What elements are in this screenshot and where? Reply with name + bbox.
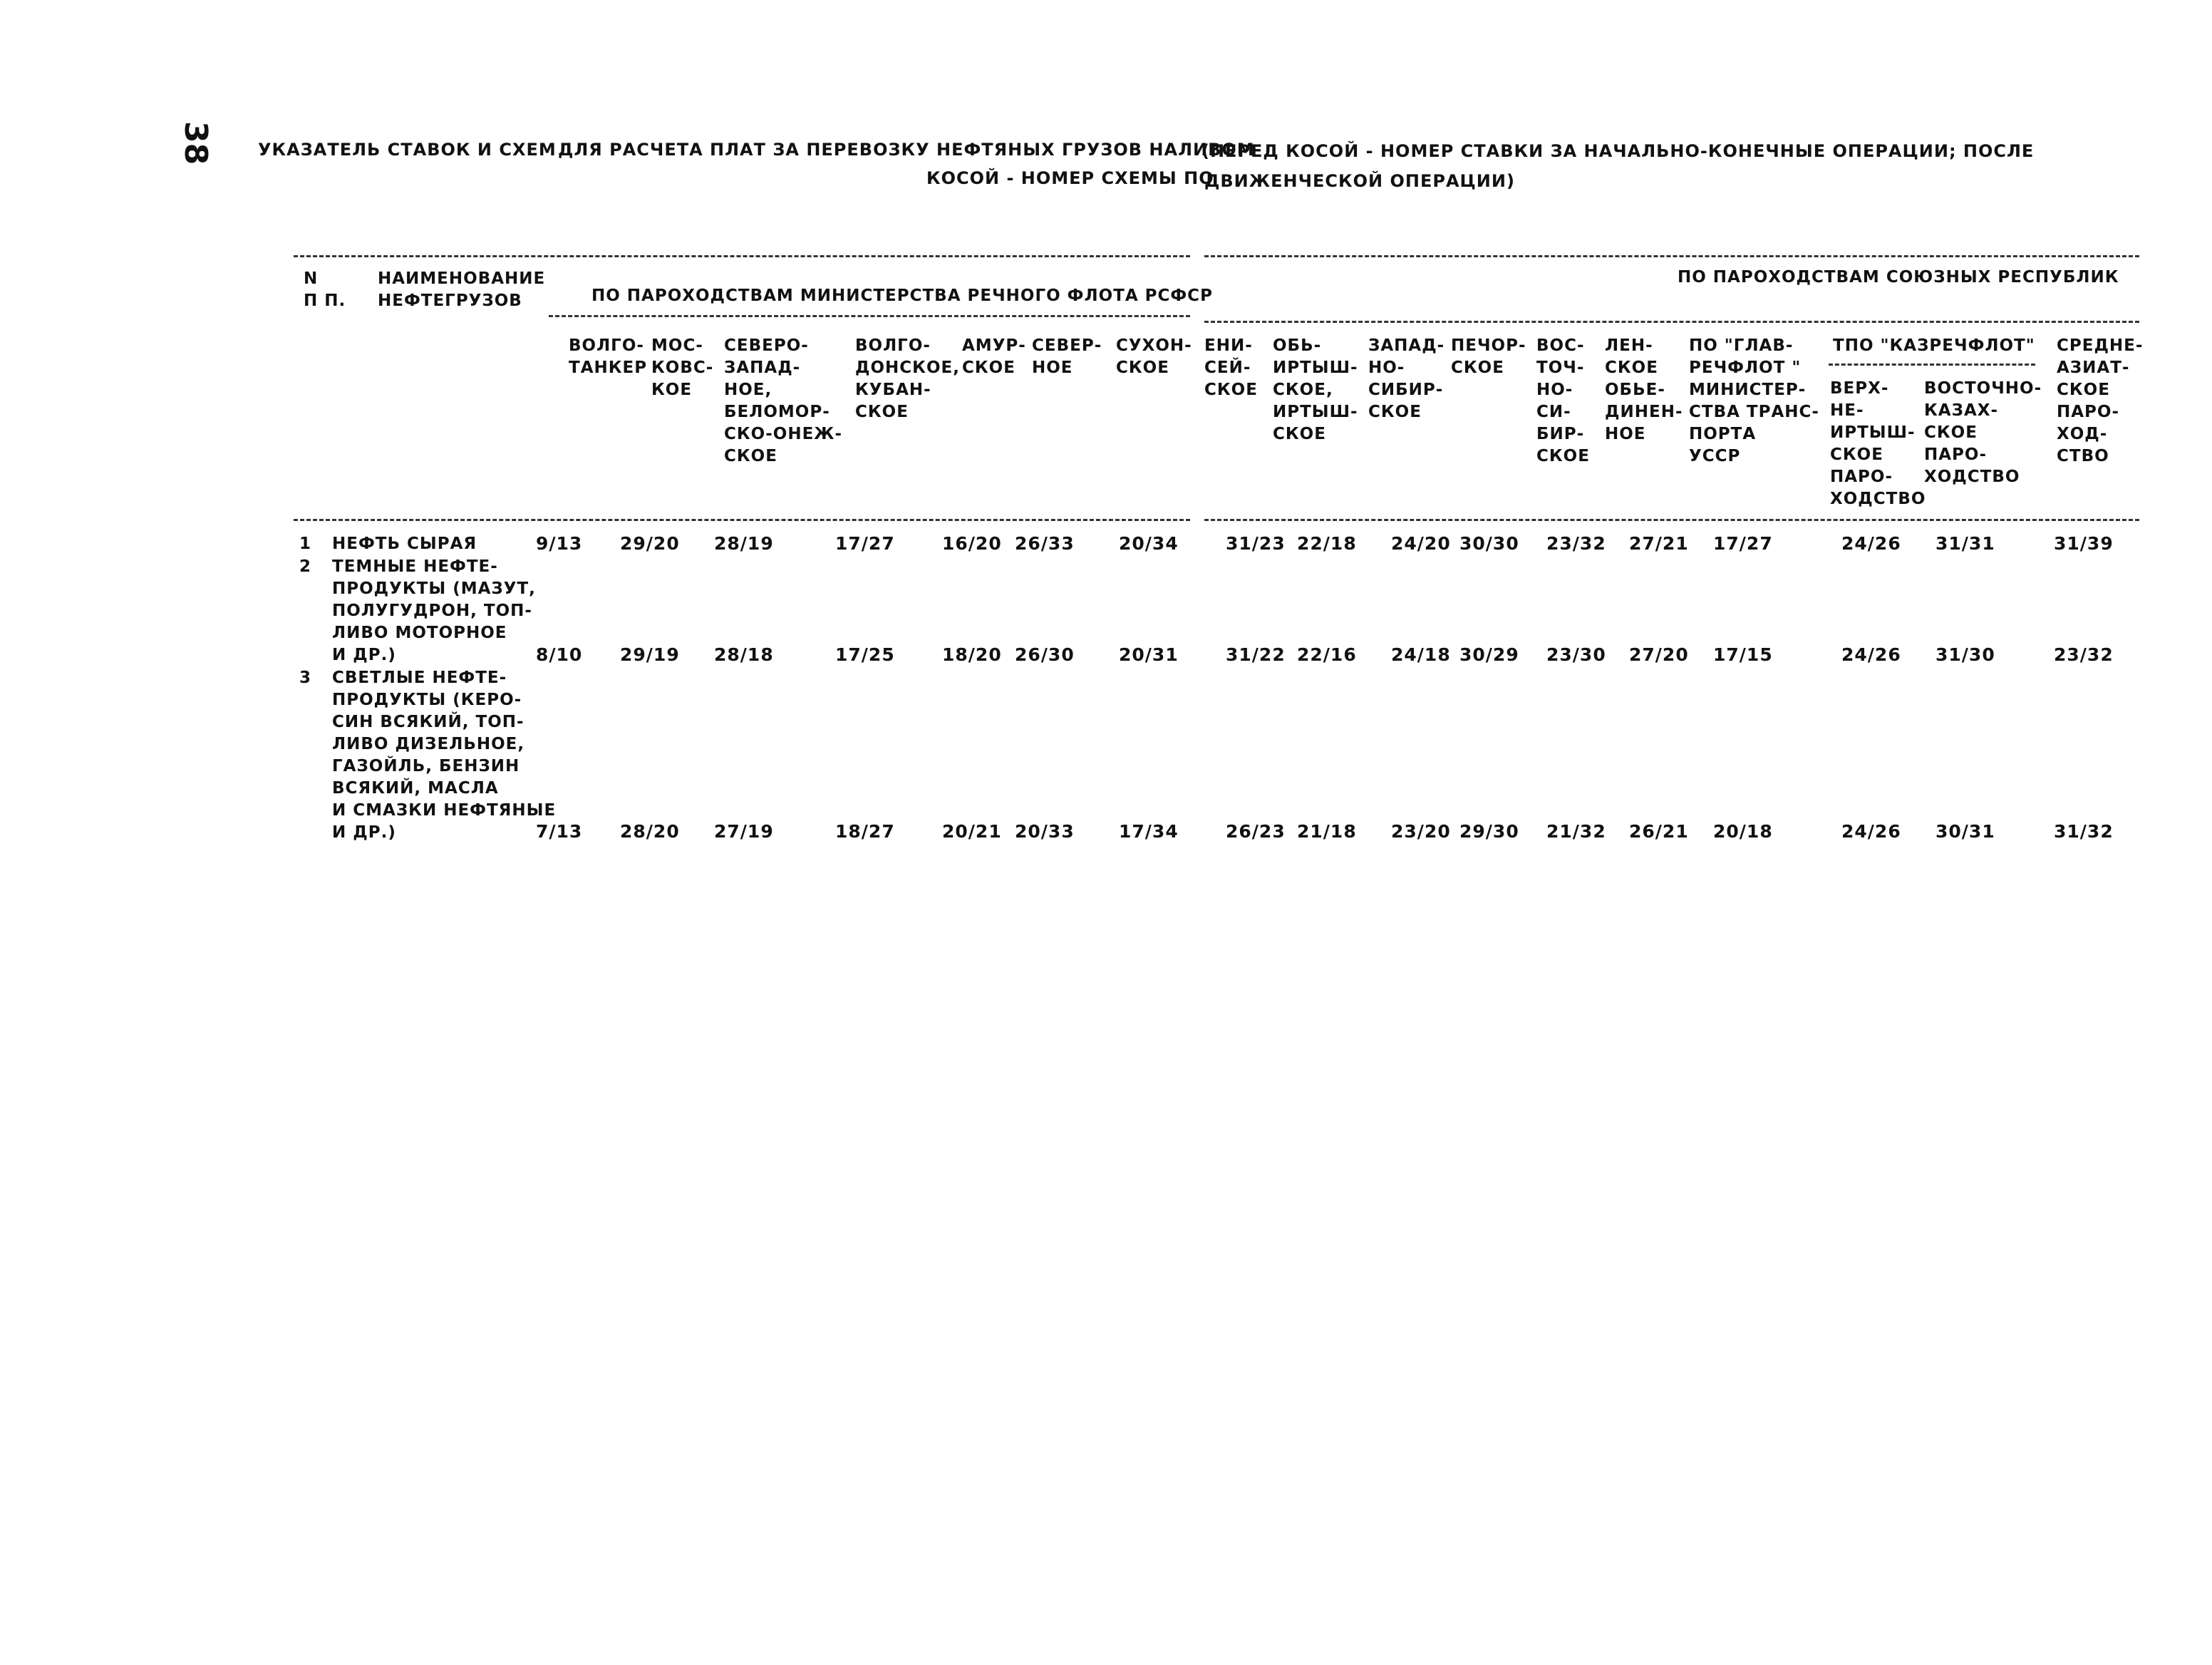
row-2-value: 28/18 <box>714 644 774 665</box>
page-number: 38 <box>177 121 214 165</box>
row-2-value: 8/10 <box>536 644 583 665</box>
column-header-8: ЕНИ- СЕЙ- СКОЕ <box>1204 336 1258 399</box>
row-3-value: 31/32 <box>2054 821 2114 842</box>
row-2-value: 29/19 <box>620 644 680 665</box>
row-1-value: 23/32 <box>1546 533 1606 554</box>
column-header-11: ПЕЧОР- СКОЕ <box>1451 336 1526 377</box>
header-kazrechflot: ТПО "КАЗРЕЧФЛОТ" <box>1833 336 2035 355</box>
column-header-13: ЛЕН- СКОЕ ОБЬЕ- ДИНЕН- НОЕ <box>1605 336 1683 443</box>
row-3-value: 18/27 <box>835 821 895 842</box>
row-3-value: 20/33 <box>1015 821 1075 842</box>
row-2-value: 17/15 <box>1713 644 1773 665</box>
document-title-line2b: ДВИЖЕНЧЕСКОЙ ОПЕРАЦИИ) <box>1204 171 1515 191</box>
row-2-value: 26/30 <box>1015 644 1075 665</box>
document-title-part1: УКАЗАТЕЛЬ СТАВОК И СХЕМ <box>258 140 557 160</box>
row-1-value: 27/21 <box>1629 533 1689 554</box>
column-header-10: ЗАПАД- НО- СИБИР- СКОЕ <box>1368 336 1445 421</box>
table-top-rule-left <box>294 255 1190 257</box>
row-3-value: 21/18 <box>1297 821 1357 842</box>
row-2-value: 23/30 <box>1546 644 1606 665</box>
row-2-value: 22/16 <box>1297 644 1357 665</box>
row-2-value: 20/31 <box>1119 644 1179 665</box>
row-1-value: 24/26 <box>1841 533 1901 554</box>
document-title-line2a: КОСОЙ - НОМЕР СХЕМЫ ПО <box>926 168 1214 188</box>
document-title-part2: ДЛЯ РАСЧЕТА ПЛАТ ЗА ПЕРЕВОЗКУ НЕФТЯНЫХ ГРУЗОВ НАЛИВОМ <box>558 140 1255 160</box>
row-1-value: 31/23 <box>1226 533 1286 554</box>
row-3-value: 20/21 <box>942 821 1002 842</box>
row-1-cargo-name: НЕФТЬ СЫРАЯ <box>332 535 477 553</box>
row-3-value: 23/20 <box>1391 821 1451 842</box>
table-top-rule-right <box>1204 255 2139 257</box>
column-header-15: ВЕРХ- НЕ- ИРТЫШ- СКОЕ ПАРО- ХОДСТВО <box>1830 379 1926 508</box>
row-1-value: 22/18 <box>1297 533 1357 554</box>
column-header-5: АМУР- СКОЕ <box>962 336 1026 377</box>
row-3-value: 7/13 <box>536 821 583 842</box>
row-2-value: 31/30 <box>1936 644 1995 665</box>
row-1-value: 24/20 <box>1391 533 1451 554</box>
document-title-part3: (ПЕРЕД КОСОЙ - НОМЕР СТАВКИ ЗА НАЧАЛЬНО-КОНЕЧНЫЕ ОПЕРАЦИИ; ПОСЛЕ <box>1201 141 2035 161</box>
row-3-value: 21/32 <box>1546 821 1606 842</box>
row-3-number: 3 <box>299 669 312 687</box>
column-header-3: СЕВЕРО- ЗАПАД- НОЕ, БЕЛОМОР- СКО-ОНЕЖ- СКОЕ <box>724 336 842 465</box>
row-3-value: 17/34 <box>1119 821 1179 842</box>
column-header-1: ВОЛГО- ТАНКЕР <box>569 336 648 377</box>
row-1-value: 17/27 <box>835 533 895 554</box>
row-3-value: 20/18 <box>1713 821 1773 842</box>
row-3-cargo-name: СВЕТЛЫЕ НЕФТЕ- ПРОДУКТЫ (КЕРО- СИН ВСЯКИЙ, ТОП- ЛИВО ДИЗЕЛЬНОЕ, ГАЗОЙЛЬ, БЕНЗИН ВСЯКИЙ, МАСЛА И СМАЗКИ НЕФТЯНЫЕ И ДР.) <box>332 669 557 842</box>
header-number: N П П. <box>304 269 346 310</box>
row-2-value: 31/22 <box>1226 644 1286 665</box>
group-rule-left <box>549 315 1190 317</box>
row-1-value: 31/31 <box>1936 533 1995 554</box>
header-cargo-name: НАИМЕНОВАНИЕ НЕФТЕГРУЗОВ <box>378 269 546 310</box>
column-header-6: СЕВЕР- НОЕ <box>1032 336 1102 377</box>
row-2-value: 18/20 <box>942 644 1002 665</box>
row-1-value: 29/20 <box>620 533 680 554</box>
group-rule-right <box>1204 321 2139 323</box>
row-1-value: 30/30 <box>1459 533 1519 554</box>
row-2-value: 27/20 <box>1629 644 1689 665</box>
row-1-value: 17/27 <box>1713 533 1773 554</box>
row-3-value: 26/21 <box>1629 821 1689 842</box>
header-group-union: ПО ПАРОХОДСТВАМ СОЮЗНЫХ РЕСПУБЛИК <box>1678 268 2119 287</box>
row-3-value: 26/23 <box>1226 821 1286 842</box>
row-2-value: 24/18 <box>1391 644 1451 665</box>
column-header-16: ВОСТОЧНО- КАЗАХ- СКОЕ ПАРО- ХОДСТВО <box>1924 379 2042 486</box>
column-header-14: ПО "ГЛАВ- РЕЧФЛОТ " МИНИСТЕР- СТВА ТРАНС- ПОРТА УССР <box>1689 336 1819 465</box>
row-2-value: 23/32 <box>2054 644 2114 665</box>
row-2-value: 30/29 <box>1459 644 1519 665</box>
row-2-cargo-name: ТЕМНЫЕ НЕФТЕ- ПРОДУКТЫ (МАЗУТ, ПОЛУГУДРОН, ТОП- ЛИВО МОТОРНОЕ И ДР.) <box>332 557 536 664</box>
column-header-4: ВОЛГО- ДОНСКОЕ, КУБАН- СКОЕ <box>855 336 960 421</box>
column-header-17: СРЕДНЕ- АЗИАТ- СКОЕ ПАРО- ХОД- СТВО <box>2057 336 2144 465</box>
row-1-value: 20/34 <box>1119 533 1179 554</box>
row-1-number: 1 <box>299 535 312 553</box>
header-group-rsfsr: ПО ПАРОХОДСТВАМ МИНИСТЕРСТВА РЕЧНОГО ФЛОТА РСФСР <box>591 287 1213 305</box>
row-2-value: 24/26 <box>1841 644 1901 665</box>
column-header-12: ВОС- ТОЧ- НО- СИ- БИР- СКОЕ <box>1536 336 1590 465</box>
row-1-value: 16/20 <box>942 533 1002 554</box>
row-2-number: 2 <box>299 557 312 576</box>
row-1-value: 28/19 <box>714 533 774 554</box>
row-1-value: 9/13 <box>536 533 583 554</box>
row-1-value: 31/39 <box>2054 533 2114 554</box>
header-bottom-rule-right <box>1204 519 2139 521</box>
column-header-9: ОБЬ- ИРТЫШ- СКОЕ, ИРТЫШ- СКОЕ <box>1273 336 1358 443</box>
row-3-value: 27/19 <box>714 821 774 842</box>
row-1-value: 26/33 <box>1015 533 1075 554</box>
row-3-value: 28/20 <box>620 821 680 842</box>
column-header-2: МОС- КОВС- КОЕ <box>651 336 714 399</box>
row-3-value: 30/31 <box>1936 821 1995 842</box>
kazrechflot-rule <box>1829 364 2035 366</box>
header-bottom-rule-left <box>294 519 1190 521</box>
column-header-7: СУХОН- СКОЕ <box>1116 336 1192 377</box>
row-3-value: 29/30 <box>1459 821 1519 842</box>
row-2-value: 17/25 <box>835 644 895 665</box>
row-3-value: 24/26 <box>1841 821 1901 842</box>
